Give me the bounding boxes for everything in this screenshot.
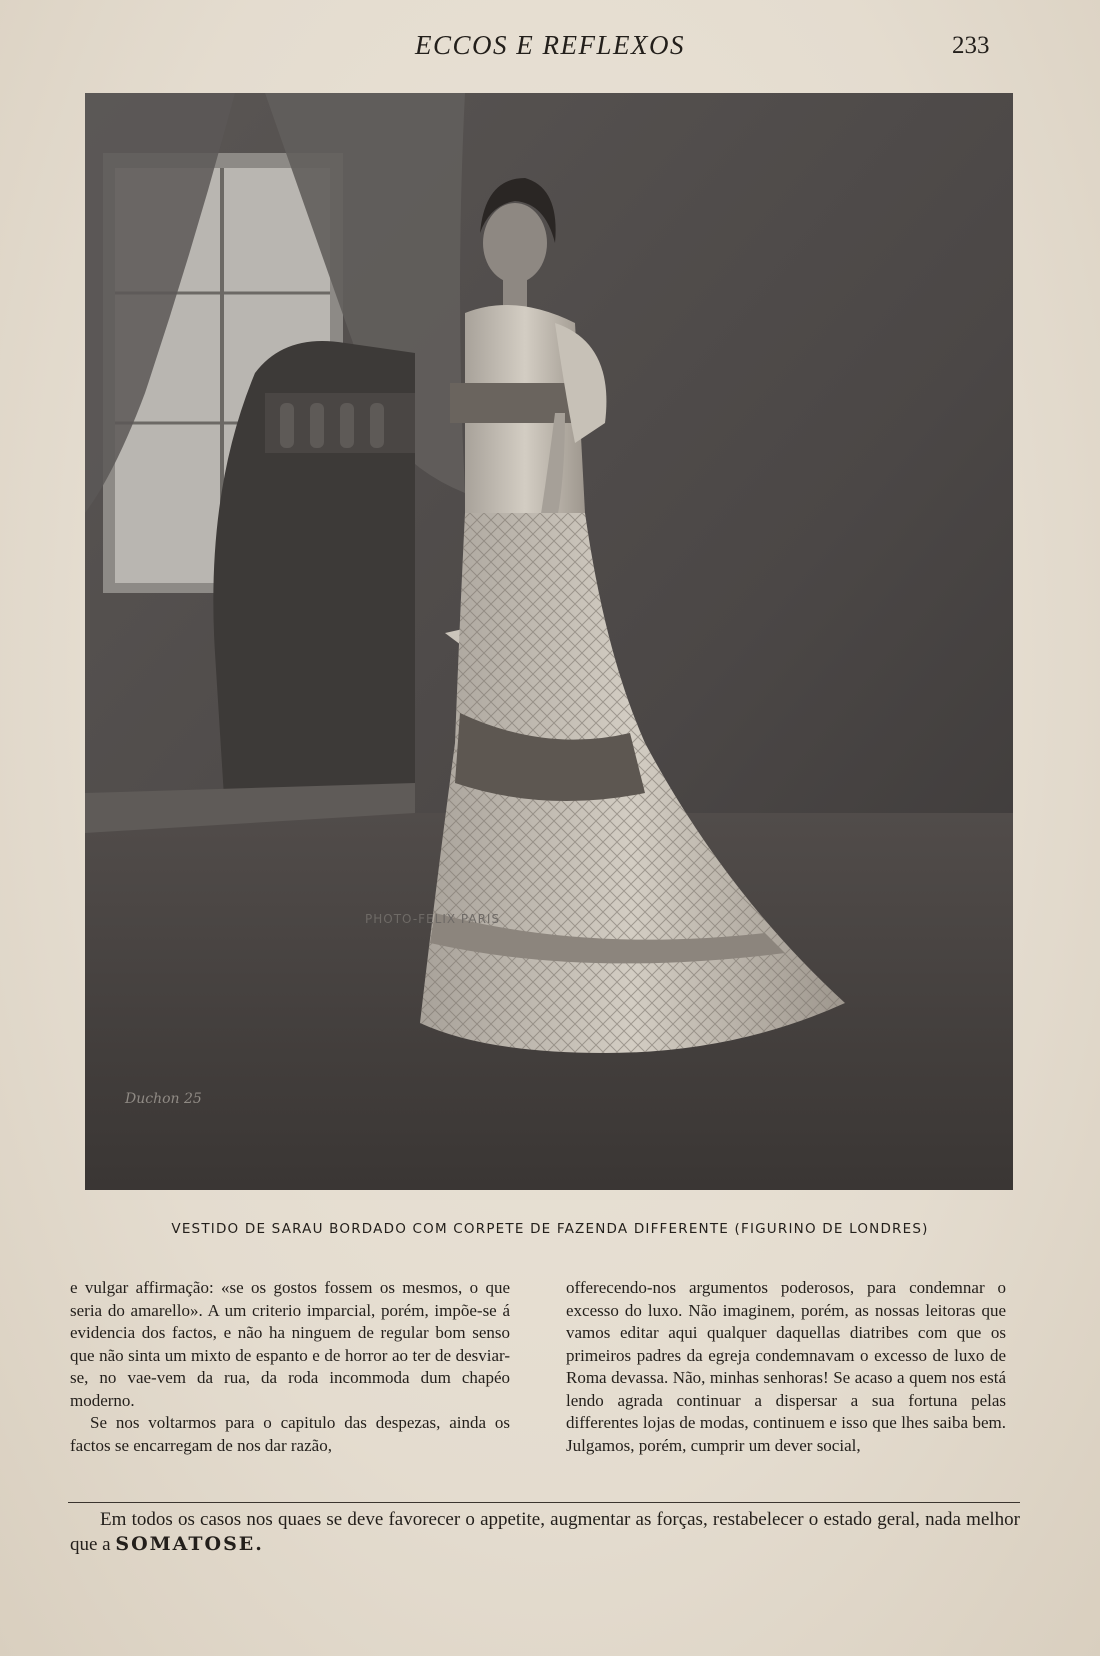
gown-photo-illustration <box>85 93 1013 1190</box>
paragraph: e vulgar affirmação: «se os gostos fossem os mesmos, o que seria do amarello». A um criterio imparcial, porém, impõe-se á evidencia dos factos, e não ha ninguem de regular bom senso que não sinta um mixto de espanto e de horror ao ter de desviar-se, no vae-vem da rua, da roda incommoda dum chapéo moderno. <box>70 1278 510 1410</box>
advertisement-text-wrapper <box>70 1508 1020 1557</box>
running-header-title: ECCOS E REFLEXOS <box>415 30 685 60</box>
photo-caption: VESTIDO DE SARAU BORDADO COM CORPETE DE FAZENDA DIFFERENTE (FIGURINO DE LONDRES) <box>171 1221 929 1237</box>
page-number: 233 <box>952 32 990 59</box>
paragraph: Se nos voltarmos para o capitulo das despezas, ainda os factos se encarregam de nos dar razão, <box>70 1413 510 1455</box>
svg-text:PHOTO-FELIX PARIS: PHOTO-FELIX PARIS <box>365 912 501 926</box>
advertisement-notice <box>70 1508 1020 1557</box>
fashion-photograph <box>85 93 1013 1190</box>
footer-divider <box>68 1502 1020 1503</box>
paragraph: offerecendo-nos argumentos poderosos, para condemnar o excesso do luxo. Não imaginem, porém, as nossas leitoras que vamos editar aqui qualquer daquellas diatribes com que os primeiros padres da egreja condemnavam o excesso de luxo de Roma devassa. Não, minhas senhoras! Se acaso a quem nos está lendo agrada continuar a dispersar a sua fortuna pelas differentes lojas de modas, continuem e isso que lhes saiba bem. Julgamos, porém, cumprir um dever social, <box>566 1278 1006 1455</box>
advertisement-text: Em todos os casos nos quaes se deve favorecer o appetite, augmentar as forças, restabelecer o estado geral, nada melhor que a <box>70 1509 1020 1555</box>
right-text-column <box>566 1277 1006 1457</box>
svg-text:Duchon 25: Duchon 25 <box>125 1091 202 1107</box>
advertised-brand: SOMATOSE. <box>115 1533 264 1555</box>
left-text-column <box>70 1277 510 1457</box>
